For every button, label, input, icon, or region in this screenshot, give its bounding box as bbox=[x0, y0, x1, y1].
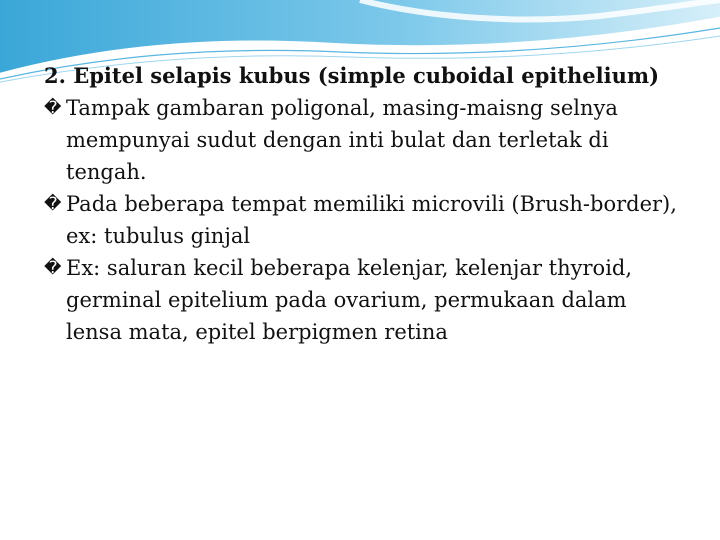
bullet-text: Ex: saluran kecil beberapa kelenjar, kelenjar thyroid, germinal epitelium pada ovarium, permukaan dalam lensa mata, epitel berpigmen retina bbox=[66, 256, 633, 344]
slide-heading: 2. Epitel selapis kubus (simple cuboidal epithelium) bbox=[44, 63, 660, 88]
slide-content bbox=[44, 60, 684, 348]
bullet-text: Pada beberapa tempat memiliki microvili (Brush-border), ex: tubulus ginjal bbox=[66, 192, 677, 248]
bullet-item bbox=[44, 92, 684, 188]
bullet-text: Tampak gambaran poligonal, masing-maisng selnya mempunyai sudut dengan inti bulat dan terletak di tengah. bbox=[66, 96, 618, 184]
bullet-item bbox=[44, 252, 684, 348]
bullet-marker-icon: � bbox=[44, 258, 62, 278]
bullet-marker-icon: � bbox=[44, 194, 62, 214]
bullet-marker-icon: � bbox=[44, 98, 62, 118]
bullet-item bbox=[44, 188, 684, 252]
